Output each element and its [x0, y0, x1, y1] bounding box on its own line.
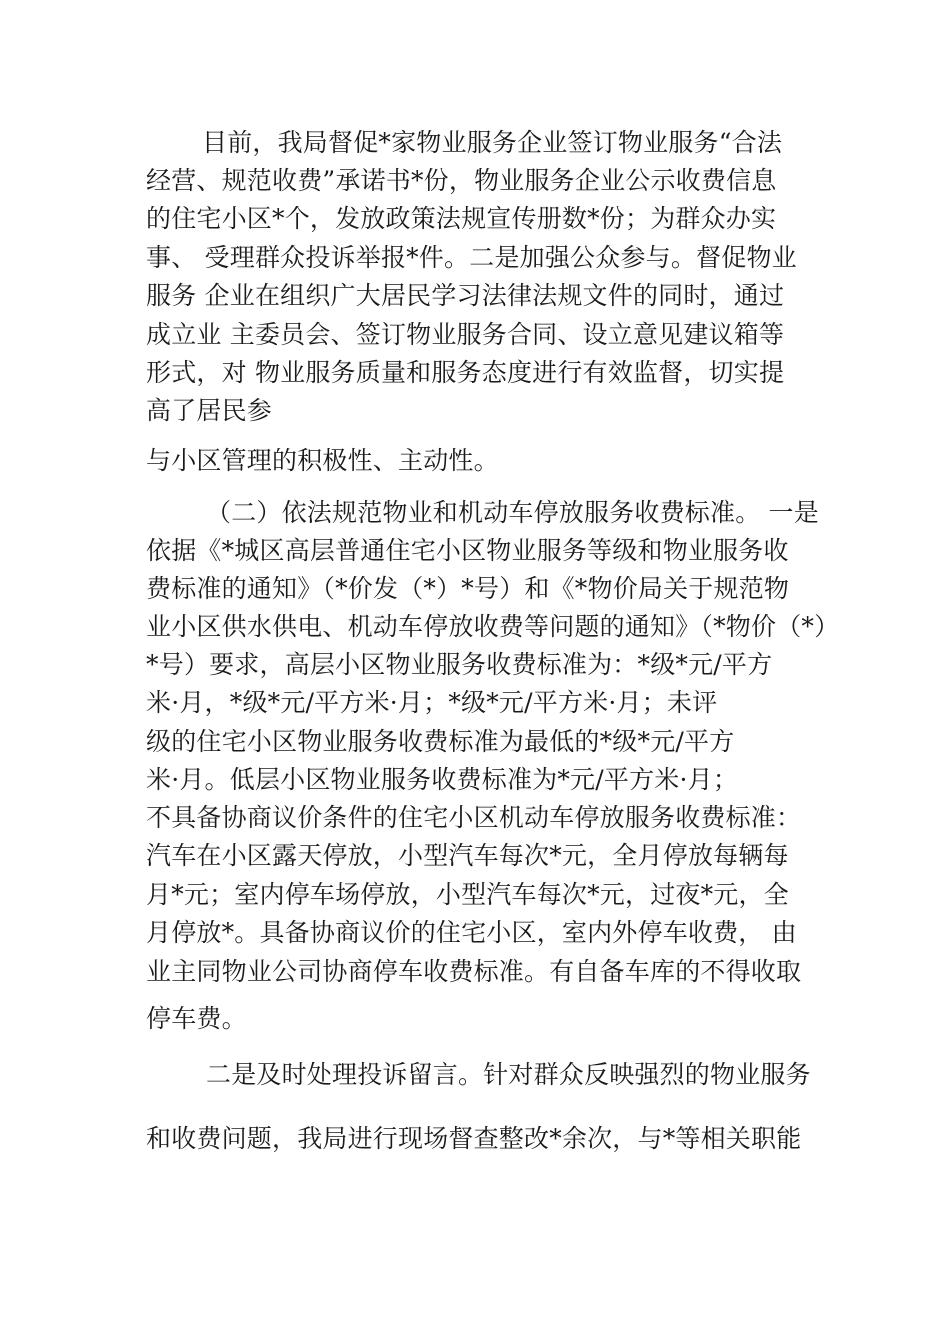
- text-line: 形式，对 物业服务质量和服务态度进行有效监督，切实提: [146, 358, 785, 387]
- text-line: 月*元；室内停车场停放，小型汽车每次*元，过夜*元，全: [146, 880, 789, 909]
- text-line: 米·月，*级*元/平方米·月；*级*元/平方米·月；未评: [146, 688, 718, 717]
- text-line: 业主同物业公司协商停车收费标准。有自备车库的不得收取: [146, 957, 802, 986]
- text-line: 停车费。: [146, 1004, 247, 1033]
- text-line: 高了居民参: [146, 396, 273, 425]
- text-line: 事、 受理群众投诉举报*件。二是加强公众参与。督促物业: [146, 243, 797, 272]
- text-line: 的住宅小区*个，发放政策法规宣传册数*份；为群众办实: [146, 204, 777, 233]
- text-line: 不具备协商议价条件的住宅小区机动车停放服务收费标准：: [146, 803, 802, 832]
- text-line: 依据《*城区高层普通住宅小区物业服务等级和物业服务收: [146, 536, 789, 565]
- text-line: 服务 企业在组织广大居民学习法律法规文件的同时，通过: [146, 281, 785, 310]
- text-line: 和收费问题，我局进行现场督查整改*余次，与*等相关职能: [146, 1124, 802, 1153]
- text-line: 经营、规范收费”承诺书*份，物业服务企业公示收费信息: [146, 166, 777, 195]
- text-line: 米·月。低层小区物业服务收费标准为*元/平方米·月；: [146, 765, 739, 794]
- text-line: 与小区管理的积极性、主动性。: [146, 446, 499, 475]
- text-line: *号）要求，高层小区物业服务收费标准为：*级*元/平方: [146, 650, 773, 679]
- section-heading: （二）依法规范物业和机动车停放服务收费标准。 一是: [206, 498, 819, 527]
- text-line: 业小区供水供电、机动车停放收费等问题的通知》（*物价（*）: [146, 612, 840, 641]
- text-line: 汽车在小区露天停放，小型汽车每次*元，全月停放每辆每: [146, 841, 789, 870]
- text-line: 二是及时处理投诉留言。针对群众反映强烈的物业服务: [206, 1060, 811, 1089]
- text-line: 目前，我局督促*家物业服务企业签订物业服务“合法: [202, 128, 783, 157]
- text-line: 成立业 主委员会、签订物业服务合同、设立意见建议箱等: [146, 320, 785, 349]
- text-line: 月停放*。具备协商议价的住宅小区，室内外停车收费， 由: [146, 918, 797, 947]
- text-line: 费标准的通知》（*价发（*）*号）和《*物价局关于规范物: [146, 574, 790, 603]
- text-line: 级的住宅小区物业服务收费标准为最低的*级*元/平方: [146, 727, 735, 756]
